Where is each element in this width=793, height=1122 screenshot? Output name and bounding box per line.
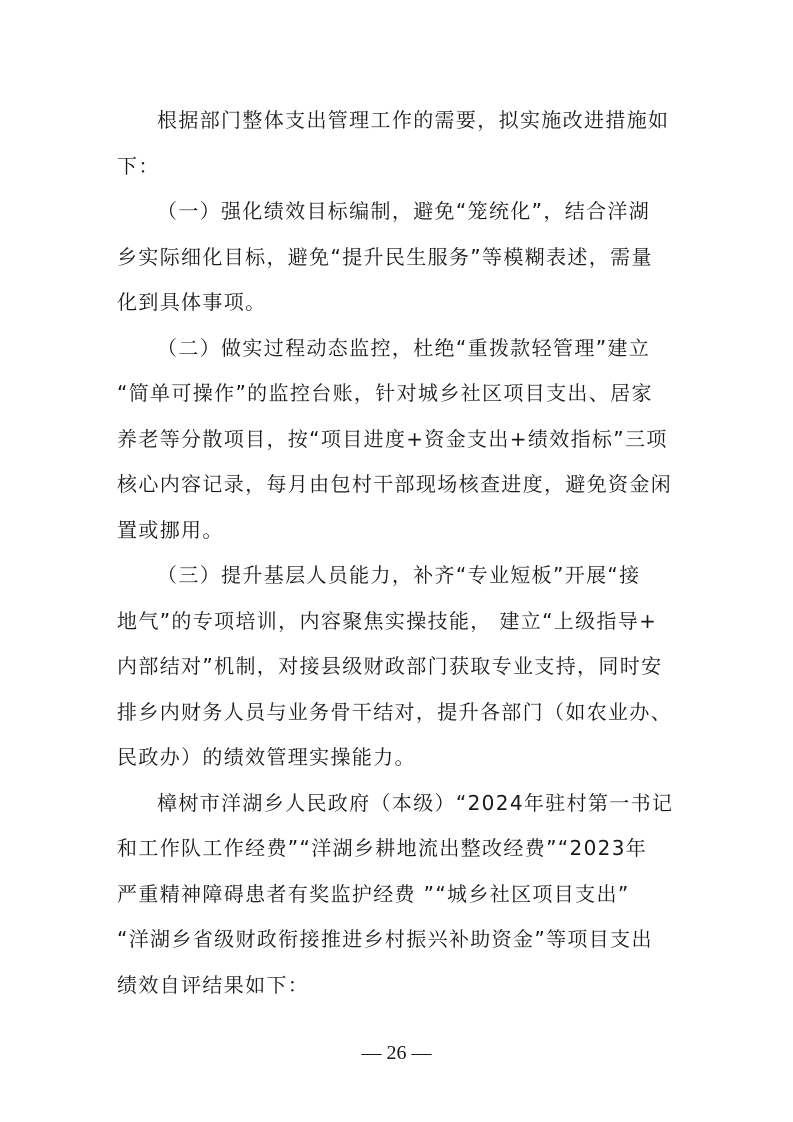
text-line: 置或挪用。 (117, 517, 224, 542)
text-line: （二）做实过程动态监控，杜绝“重拨款轻管理”建立 (157, 335, 651, 360)
text-line: 内部结对”机制，对接县级财政部门获取专业支持，同时安 (117, 654, 663, 678)
text-line: 绩效自评结果如下： (117, 972, 310, 997)
body-text (117, 98, 677, 1008)
text-line: “简单可操作”的监控台账，针对城乡社区项目支出、居家 (117, 381, 653, 405)
text-line: “洋湖乡省级财政衔接推进乡村振兴补助资金”等项目支出 (117, 927, 653, 951)
text-line: 乡实际细化目标，避免“提升民生服务”等模糊表述，需量 (117, 244, 653, 269)
text-line: 严重精神障碍患者有奖监护经费 ”“城乡社区项目支出” (117, 881, 630, 906)
text-line: 下： (117, 153, 160, 178)
text-line: 根据部门整体支出管理工作的需要，拟实施改进措施如 (157, 108, 670, 132)
text-line: 樟树市洋湖乡人民政府（本级）“2024年驻村第一书记 (157, 790, 674, 815)
text-line: 民政办）的绩效管理实操能力。 (117, 745, 416, 769)
text-line: 和工作队工作经费”“洋湖乡耕地流出整改经费”“2023年 (117, 836, 648, 860)
text-line: 养老等分散项目，按“项目进度+资金支出+绩效指标”三项 (117, 426, 668, 451)
text-line: 化到具体事项。 (117, 290, 267, 314)
text-line: 排乡内财务人员与业务骨干结对，提升各部门（如农业办、 (117, 699, 673, 724)
text-line: 地气”的专项培训，内容聚焦实操技能， 建立“上级指导+ (117, 608, 658, 633)
page-number: — 26 — (361, 1042, 432, 1064)
text-line: （一）强化绩效目标编制，避免“笼统化”，结合洋湖 (157, 199, 651, 223)
text-line: 核心内容记录，每月由包村干部现场核查进度，避免资金闲 (117, 472, 673, 496)
text-line: （三）提升基层人员能力，补齐“专业短板”开展“接 (157, 563, 641, 587)
